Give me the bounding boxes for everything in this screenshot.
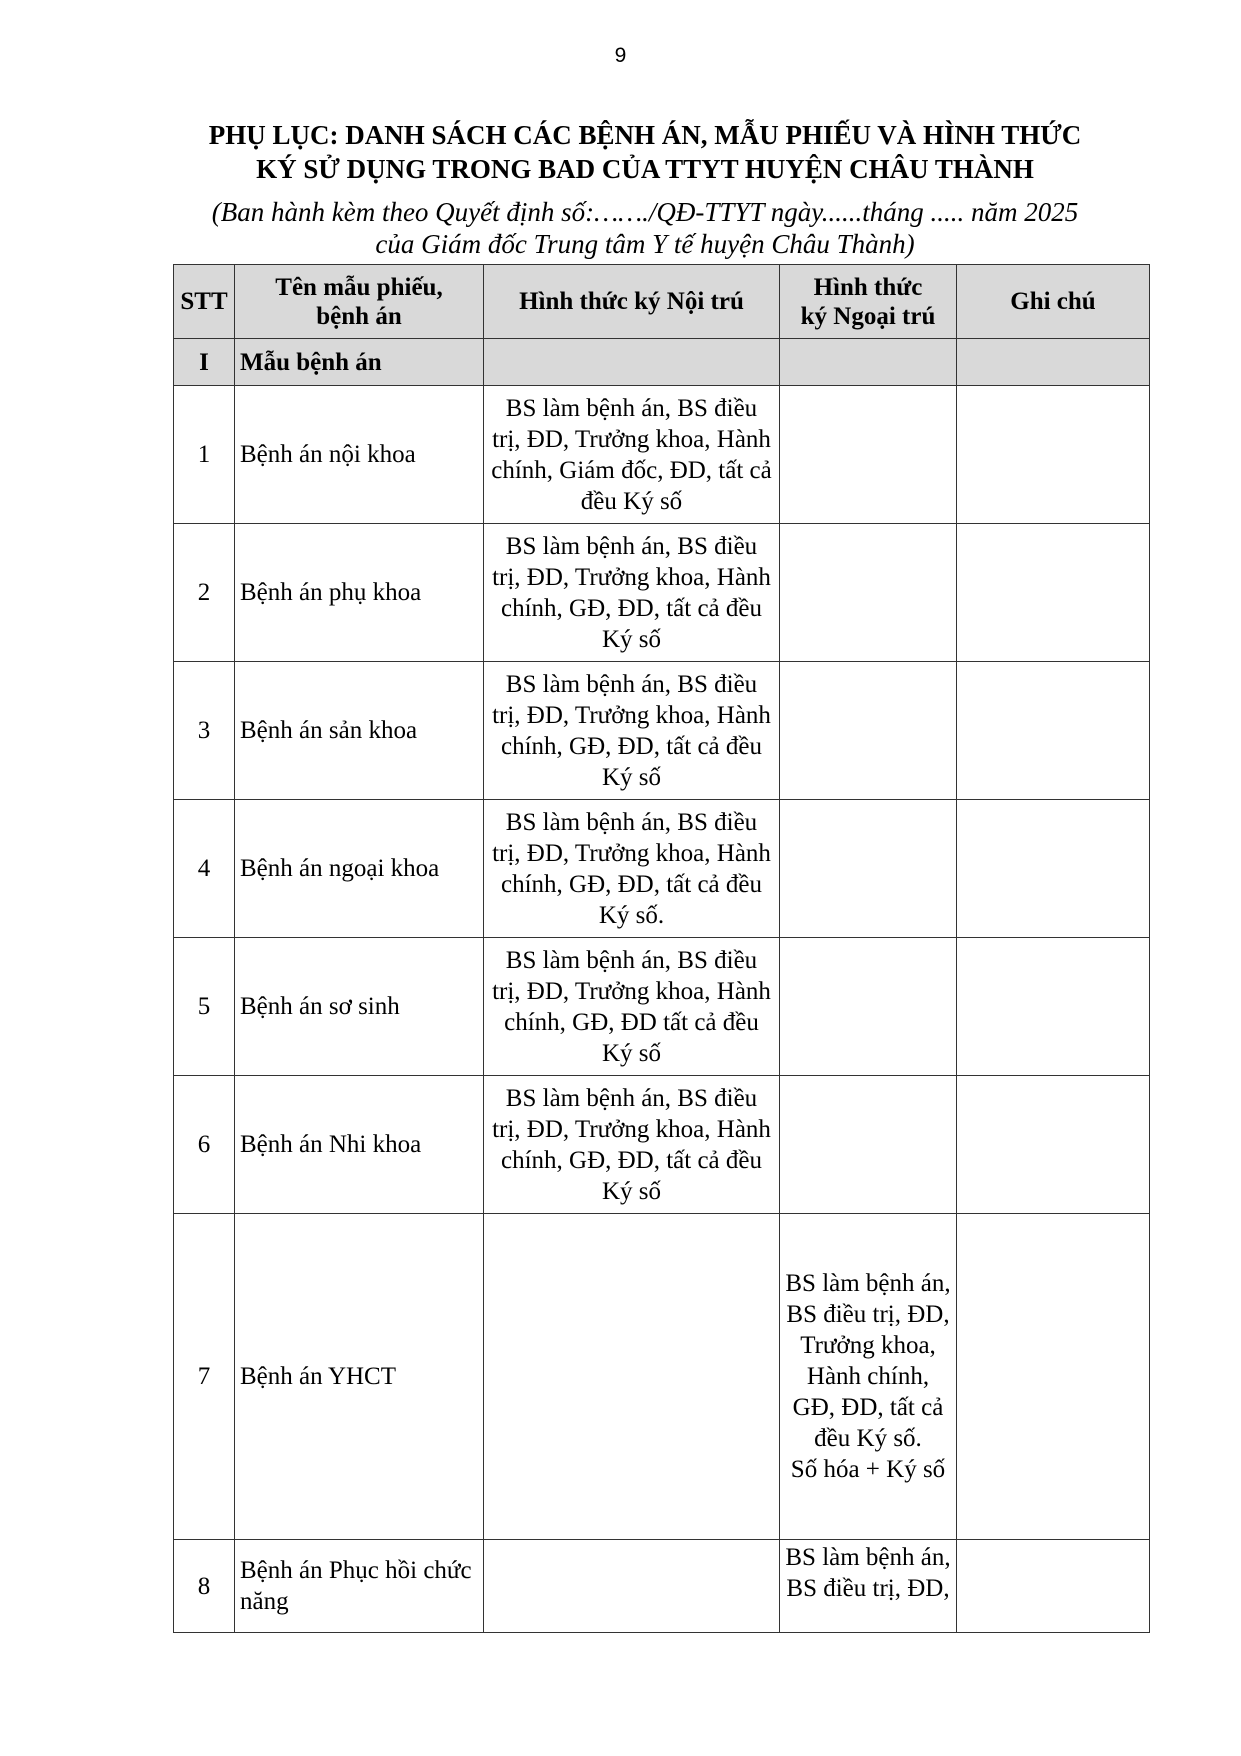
row-inpatient-signing: BS làm bệnh án, BS điều trị, ĐD, Trưởng khoa, Hành chính, GĐ, ĐD tất cả đều Ký số xyxy=(484,938,780,1076)
row-note xyxy=(957,1076,1150,1214)
page-subtitle-line-1: (Ban hành kèm theo Quyết định số:……./QĐ-TTYT ngày......tháng ..... năm 2025 xyxy=(211,197,1079,227)
row-inpatient-signing: BS làm bệnh án, BS điều trị, ĐD, Trưởng khoa, Hành chính, Giám đốc, ĐD, tất cả đều Ký số xyxy=(484,386,780,524)
table-row xyxy=(174,938,1150,1076)
row-stt: 5 xyxy=(174,938,235,1076)
table-row xyxy=(174,1076,1150,1214)
row-outpatient-signing: BS làm bệnh án, BS điều trị, ĐD, xyxy=(780,1540,957,1633)
header-note: Ghi chú xyxy=(957,265,1150,339)
row-stt: 8 xyxy=(174,1540,235,1633)
table-row xyxy=(174,386,1150,524)
section-empty-cell xyxy=(957,339,1150,386)
row-stt: 7 xyxy=(174,1214,235,1540)
row-note xyxy=(957,386,1150,524)
row-form-name: Bệnh án YHCT xyxy=(235,1214,484,1540)
section-stt: I xyxy=(174,339,235,386)
row-inpatient-signing: BS làm bệnh án, BS điều trị, ĐD, Trưởng khoa, Hành chính, GĐ, ĐD, tất cả đều Ký số xyxy=(484,524,780,662)
row-stt: 3 xyxy=(174,662,235,800)
row-stt: 4 xyxy=(174,800,235,938)
row-stt: 2 xyxy=(174,524,235,662)
page-title-line-2: KÝ SỬ DỤNG TRONG BAD CỦA TTYT HUYỆN CHÂU THÀNH xyxy=(256,154,1034,184)
table-row xyxy=(174,1540,1150,1633)
page-number: 9 xyxy=(614,44,627,67)
row-inpatient-signing: BS làm bệnh án, BS điều trị, ĐD, Trưởng khoa, Hành chính, GĐ, ĐD, tất cả đều Ký số xyxy=(484,1076,780,1214)
row-form-name: Bệnh án phụ khoa xyxy=(235,524,484,662)
row-form-name: Bệnh án Phục hồi chức năng xyxy=(235,1540,484,1633)
table-row xyxy=(174,1214,1150,1540)
table-row xyxy=(174,524,1150,662)
row-note xyxy=(957,662,1150,800)
table-row xyxy=(174,800,1150,938)
row-inpatient-signing xyxy=(484,1214,780,1540)
row-outpatient-signing: BS làm bệnh án, BS điều trị, ĐD, Trưởng khoa, Hành chính, GĐ, ĐD, tất cả đều Ký số. Số hóa + Ký số xyxy=(780,1214,957,1540)
page-subtitle xyxy=(150,196,1140,260)
row-outpatient-signing xyxy=(780,662,957,800)
row-form-name: Bệnh án nội khoa xyxy=(235,386,484,524)
row-note xyxy=(957,1540,1150,1633)
row-note xyxy=(957,1214,1150,1540)
row-note xyxy=(957,524,1150,662)
row-outpatient-signing xyxy=(780,800,957,938)
section-row xyxy=(174,339,1150,386)
row-form-name: Bệnh án sơ sinh xyxy=(235,938,484,1076)
row-form-name: Bệnh án sản khoa xyxy=(235,662,484,800)
row-stt: 1 xyxy=(174,386,235,524)
section-empty-cell xyxy=(484,339,780,386)
page-title-line-1: PHỤ LỤC: DANH SÁCH CÁC BỆNH ÁN, MẪU PHIẾU VÀ HÌNH THỨC xyxy=(208,120,1082,150)
section-name: Mẫu bệnh án xyxy=(235,339,484,386)
header-form-name: Tên mẫu phiếu, bệnh án xyxy=(235,265,484,339)
row-inpatient-signing xyxy=(484,1540,780,1633)
row-outpatient-signing xyxy=(780,386,957,524)
row-stt: 6 xyxy=(174,1076,235,1214)
row-outpatient-signing xyxy=(780,938,957,1076)
row-inpatient-signing: BS làm bệnh án, BS điều trị, ĐD, Trưởng khoa, Hành chính, GĐ, ĐD, tất cả đều Ký số. xyxy=(484,800,780,938)
header-outpatient-signing: Hình thức ký Ngoại trú xyxy=(780,265,957,339)
header-stt: STT xyxy=(174,265,235,339)
row-form-name: Bệnh án Nhi khoa xyxy=(235,1076,484,1214)
table-header-row xyxy=(174,265,1150,339)
page-title xyxy=(150,118,1140,186)
row-note xyxy=(957,938,1150,1076)
table-row xyxy=(174,662,1150,800)
row-outpatient-signing xyxy=(780,1076,957,1214)
row-form-name: Bệnh án ngoại khoa xyxy=(235,800,484,938)
row-note xyxy=(957,800,1150,938)
appendix-table xyxy=(173,264,1150,1633)
row-inpatient-signing: BS làm bệnh án, BS điều trị, ĐD, Trưởng khoa, Hành chính, GĐ, ĐD, tất cả đều Ký số xyxy=(484,662,780,800)
header-inpatient-signing: Hình thức ký Nội trú xyxy=(484,265,780,339)
page-subtitle-line-2: của Giám đốc Trung tâm Y tế huyện Châu Thành) xyxy=(375,229,915,259)
section-empty-cell xyxy=(780,339,957,386)
row-outpatient-signing xyxy=(780,524,957,662)
